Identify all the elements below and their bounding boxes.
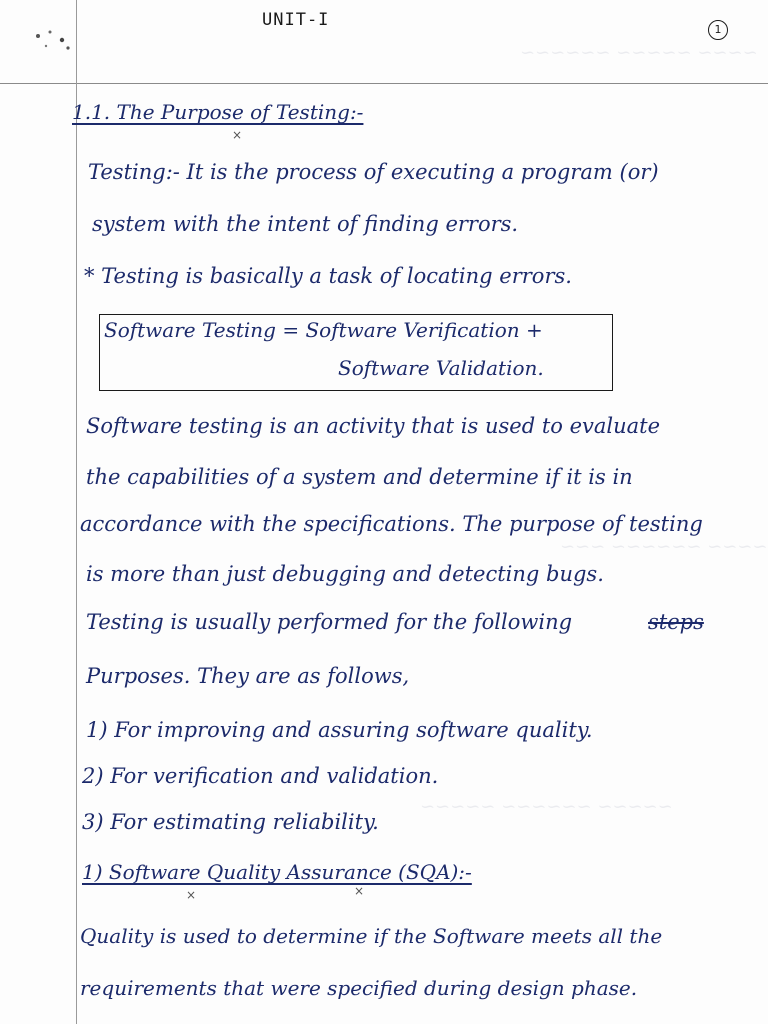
text-line: Purposes. They are as follows, bbox=[86, 664, 410, 688]
box-line: Software Validation. bbox=[338, 356, 544, 380]
purpose-item: 3) For estimating reliability. bbox=[82, 810, 379, 834]
text-line: Testing:- It is the process of executing a program (or) bbox=[88, 160, 659, 184]
text-line: the capabilities of a system and determine if it is in bbox=[86, 465, 633, 489]
margin-rule bbox=[76, 0, 77, 1024]
text-line: system with the intent of finding errors. bbox=[92, 212, 519, 236]
text-line: is more than just debugging and detecting bugs. bbox=[86, 562, 604, 586]
purpose-item: 2) For verification and validation. bbox=[82, 764, 439, 788]
struck-word: steps bbox=[648, 610, 704, 634]
text-line: requirements that were specified during design phase. bbox=[80, 976, 638, 1000]
bleed-through-text: ~~~~ ~~~~~ ~~~~~~ bbox=[520, 42, 758, 63]
section-heading: 1.1. The Purpose of Testing:- bbox=[72, 100, 364, 124]
bleed-through-text: ~~~~~ ~~~~~~ ~~~~~ bbox=[420, 796, 673, 817]
box-line: Software Testing = Software Verification + bbox=[104, 318, 543, 342]
header-rule bbox=[0, 83, 768, 84]
bleed-through-text: ~~~~ ~~~~~~ ~~~ bbox=[560, 536, 768, 557]
text-line: Testing is usually performed for the following bbox=[86, 610, 573, 634]
cross-mark: × bbox=[186, 888, 197, 902]
ink-smudge bbox=[28, 26, 78, 56]
cross-mark: × bbox=[232, 128, 243, 142]
text-line: accordance with the specifications. The purpose of testing bbox=[80, 512, 703, 536]
page-number: 1 bbox=[708, 20, 728, 40]
cross-mark: × bbox=[354, 884, 365, 898]
text-line: Quality is used to determine if the Software meets all the bbox=[80, 924, 663, 948]
sqa-heading: 1) Software Quality Assurance (SQA):- bbox=[82, 860, 472, 884]
text-line: Software testing is an activity that is used to evaluate bbox=[86, 414, 661, 438]
text-line: * Testing is basically a task of locating errors. bbox=[84, 264, 572, 288]
unit-title: UNIT-I bbox=[262, 10, 330, 30]
purpose-item: 1) For improving and assuring software quality. bbox=[86, 718, 593, 742]
